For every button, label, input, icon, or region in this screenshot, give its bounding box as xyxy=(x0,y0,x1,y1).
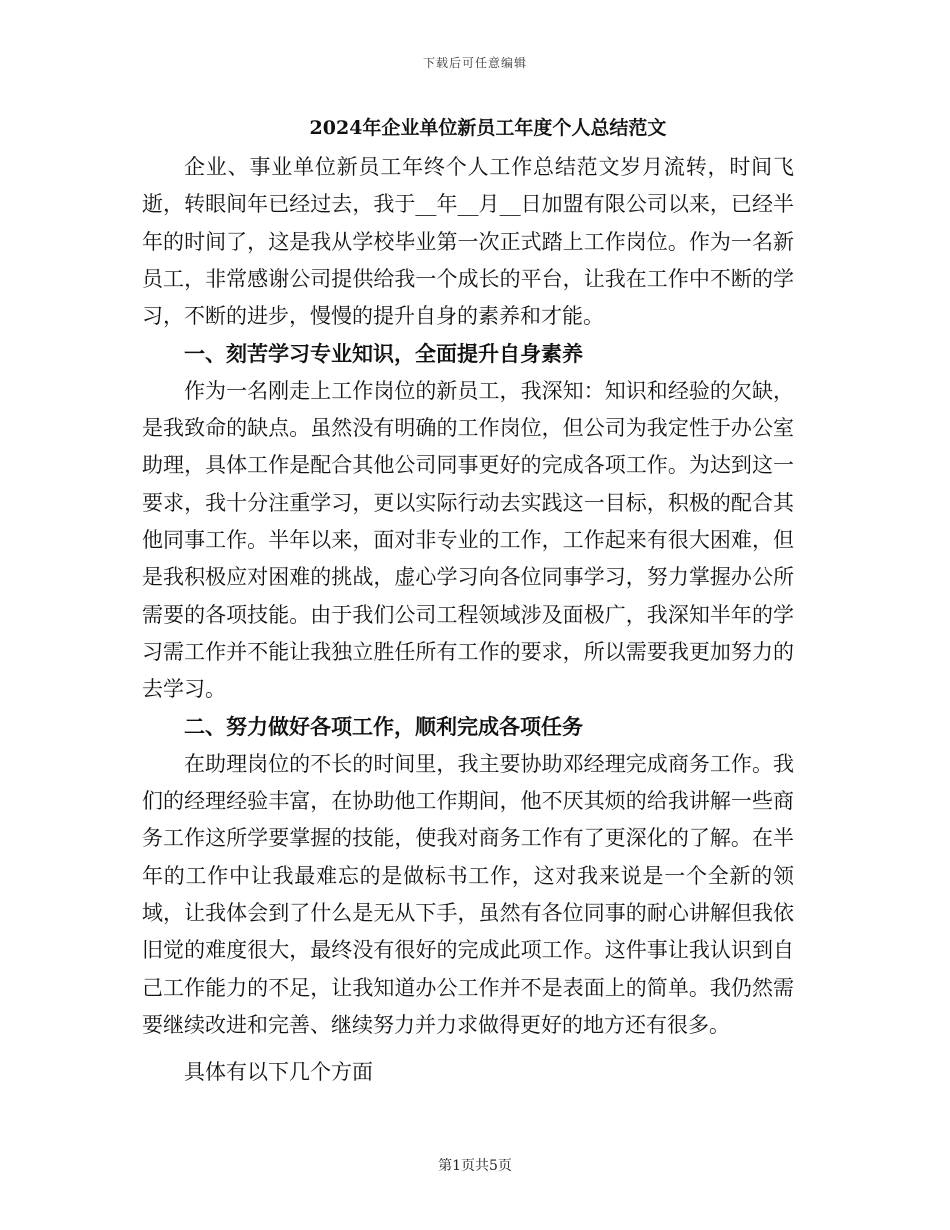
paragraph-section-1: 作为一名刚走上工作岗位的新员工，我深知：知识和经验的欠缺，是我致命的缺点。虽然没有明确的工作岗位，但公司为我定性于办公室助理，具体工作是配合其他公司同事更好的完成各项工作。为达到这一要求，我十分注重学习，更以实际行动去实践这一目标，积极的配合其他同事工作。半年以来，面对非专业的工作，工作起来有很大困难，但是我积极应对困难的挑战，虚心学习向各位同事学习，努力掌握办公所需要的各项技能。由于我们公司工程领域涉及面极广，我深知半年的学习需工作并不能让我独立胜任所有工作的要求，所以需要我更加努力的去学习。 xyxy=(142,378,794,702)
paragraph-intro: 企业、事业单位新员工年终个人工作总结范文岁月流转，时间飞逝，转眼间年已经过去，我于__年__月__日加盟有限公司以来，已经半年的时间了，这是我从学校毕业第一次正式踏上工作岗位。作为一名新员工，非常感谢公司提供给我一个成长的平台，让我在工作中不断的学习，不断的进步，慢慢的提升自身的素养和才能。 xyxy=(142,155,794,329)
page-number: 第1页共5页 xyxy=(438,1158,512,1174)
document-body xyxy=(142,113,794,1091)
paragraph-section-2: 在助理岗位的不长的时间里，我主要协助邓经理完成商务工作。我们的经理经验丰富，在协助他工作期间，他不厌其烦的给我讲解一些商务工作这所学要掌握的技能，使我对商务工作有了更深化的了解。在半年的工作中让我最难忘的是做标书工作，这对我来说是一个全新的领域，让我体会到了什么是无从下手，虽然有各位同事的耐心讲解但我依旧觉的难度很大，最终没有很好的完成此项工作。这件事让我认识到自己工作能力的不足，让我知道办公工作并不是表面上的简单。我仍然需要继续改进和完善、继续努力并力求做得更好的地方还有很多。 xyxy=(142,751,794,1037)
page-header-note: 下载后可任意编辑 xyxy=(422,56,527,70)
document-title: 2024年企业单位新员工年度个人总结范文 xyxy=(309,117,667,139)
section-heading-1: 一、刻苦学习专业知识，全面提升自身素养 xyxy=(184,341,583,367)
section-heading-2: 二、努力做好各项工作，顺利完成各项任务 xyxy=(184,714,583,740)
paragraph-aspects-intro: 具体有以下几个方面 xyxy=(184,1060,373,1085)
